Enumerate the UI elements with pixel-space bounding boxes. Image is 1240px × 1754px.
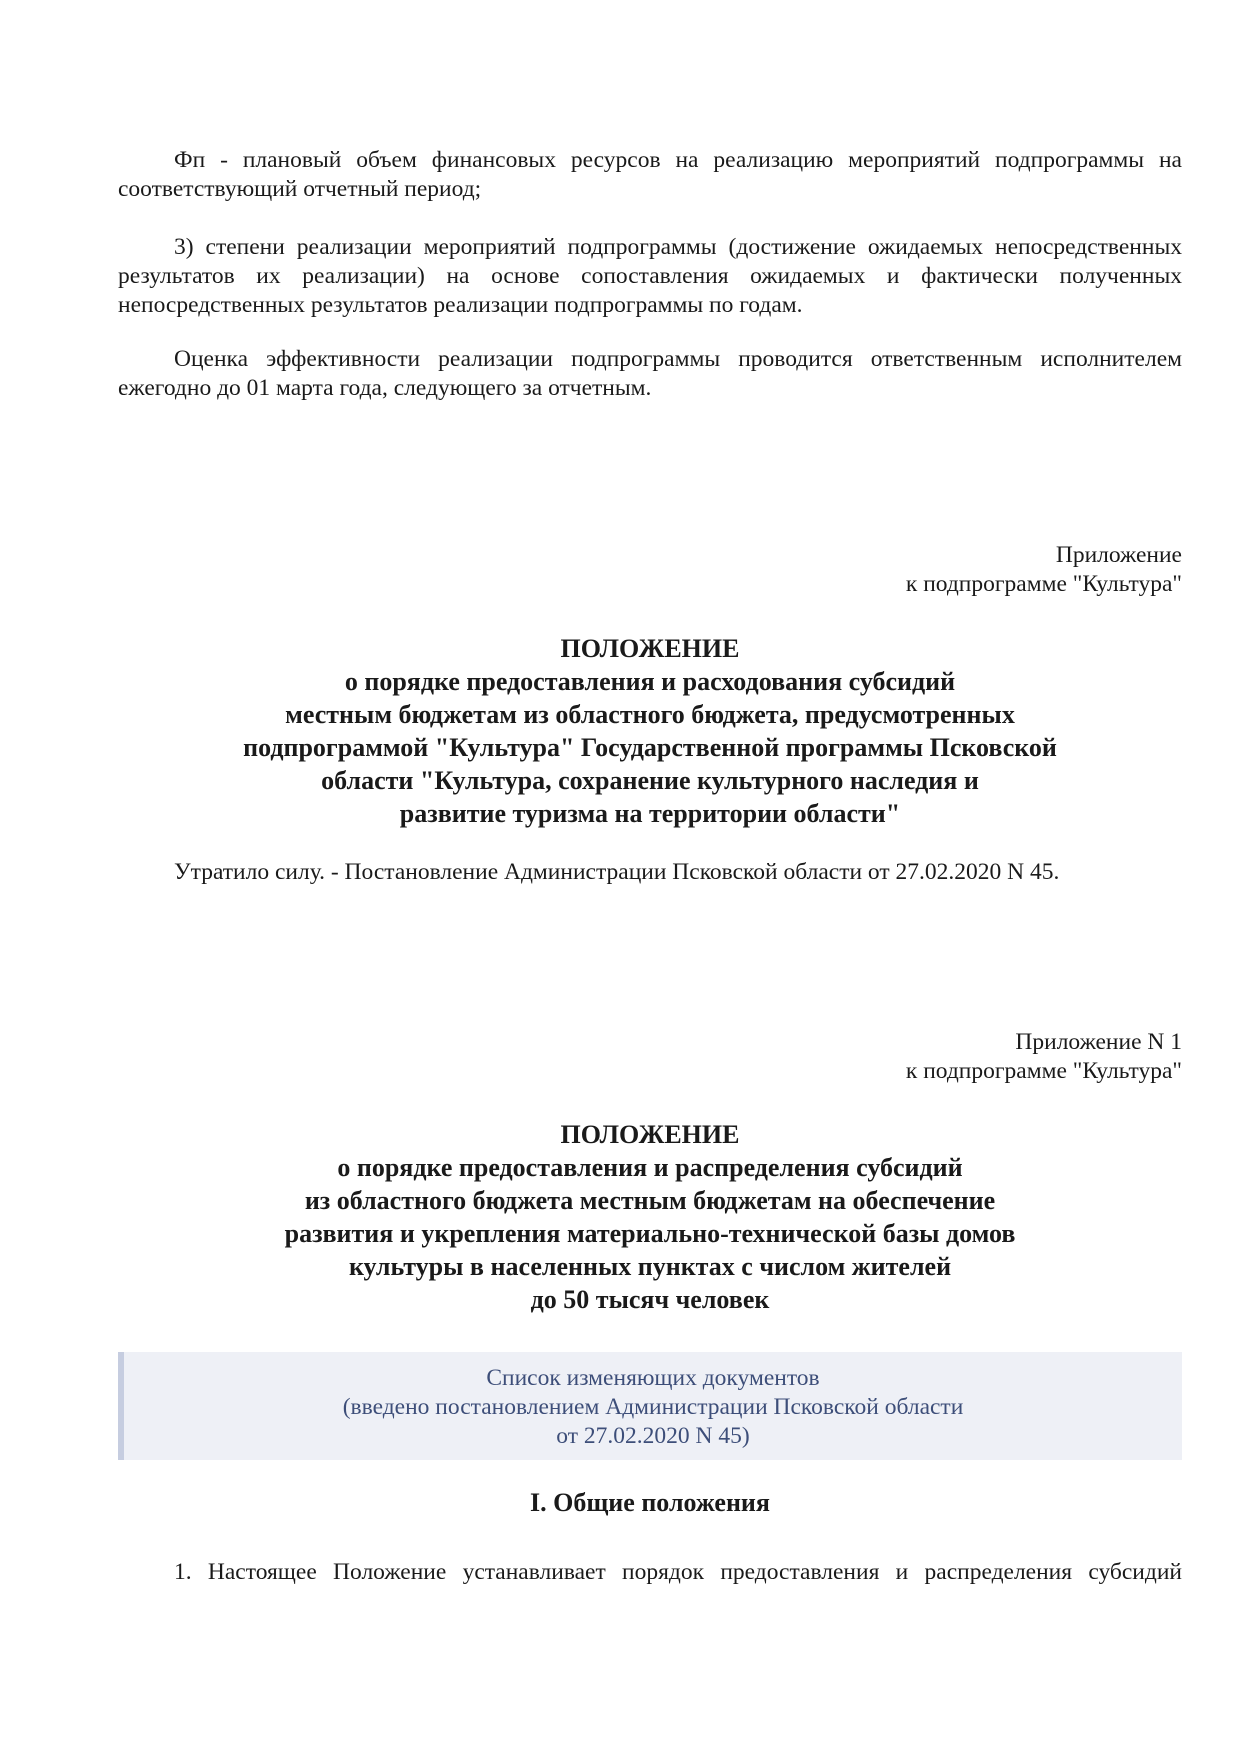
- regulation-a-line: подпрограммой "Культура" Государственной программы Псковской: [243, 733, 1057, 762]
- regulation-1-title: [118, 1118, 1182, 1316]
- formula-note-paragraph: Фп - плановый объем финансовых ресурсов на реализацию мероприятий подпрограммы на соответствующий отчетный период;: [118, 147, 1182, 202]
- regulation-1-line: о порядке предоставления и распределения субсидий: [337, 1153, 963, 1182]
- changes-list-date[interactable]: от 27.02.2020 N 45): [556, 1423, 750, 1449]
- item-3-paragraph: 3) степени реализации мероприятий подпрограммы (достижение ожидаемых непосредственных результатов их реализации) на основе сопоставления ожидаемых и фактически полученных непосредственных результатов реализации подпрограммы по годам.: [118, 234, 1182, 318]
- regulation-1-heading: ПОЛОЖЕНИЕ: [560, 1120, 740, 1149]
- appendix-1-header: [906, 1028, 1182, 1086]
- regulation-a-title: [118, 632, 1182, 830]
- document-page: [118, 0, 1182, 1754]
- regulation-a-line: местным бюджетам из областного бюджета, предусмотренных: [285, 700, 1015, 729]
- regulation-a-line: области "Культура, сохранение культурного наследия и: [321, 766, 979, 795]
- regulation-a-line: развитие туризма на территории области": [399, 799, 901, 828]
- regulation-1-line: до 50 тысяч человек: [530, 1285, 770, 1314]
- section-1-item-1: 1. Настоящее Положение устанавливает порядок предоставления и распределения субсидий: [174, 1559, 1182, 1585]
- section-1-title: I. Общие положения: [530, 1488, 770, 1517]
- repeal-note: Утратило силу. - Постановление Администрации Псковской области от 27.02.2020 N 45.: [174, 859, 1060, 885]
- regulation-1-line: развития и укрепления материально-технической базы домов: [284, 1219, 1016, 1248]
- appendix-1-label: Приложение N 1: [1015, 1029, 1182, 1055]
- regulation-a-line: о порядке предоставления и расходования субсидий: [344, 667, 956, 696]
- appendix-1-subprogram: к подпрограмме "Культура": [905, 1058, 1182, 1084]
- appendix-a-subprogram: к подпрограмме "Культура": [905, 571, 1182, 597]
- evaluation-paragraph: Оценка эффективности реализации подпрограммы проводится ответственным исполнителем ежегодно до 01 марта года, следующего за отчетным.: [118, 346, 1182, 401]
- changes-list-title: Список изменяющих документов: [486, 1365, 820, 1391]
- changes-list-box: [118, 1352, 1182, 1460]
- appendix-a-label: Приложение: [1055, 542, 1182, 568]
- regulation-1-line: из областного бюджета местным бюджетам на обеспечение: [304, 1186, 996, 1215]
- regulation-1-line: культуры в населенных пунктах с числом жителей: [348, 1252, 952, 1281]
- appendix-a-header: [906, 541, 1182, 599]
- changes-list-reference[interactable]: (введено постановлением Администрации Псковской области: [342, 1394, 964, 1420]
- regulation-a-heading: ПОЛОЖЕНИЕ: [560, 634, 740, 663]
